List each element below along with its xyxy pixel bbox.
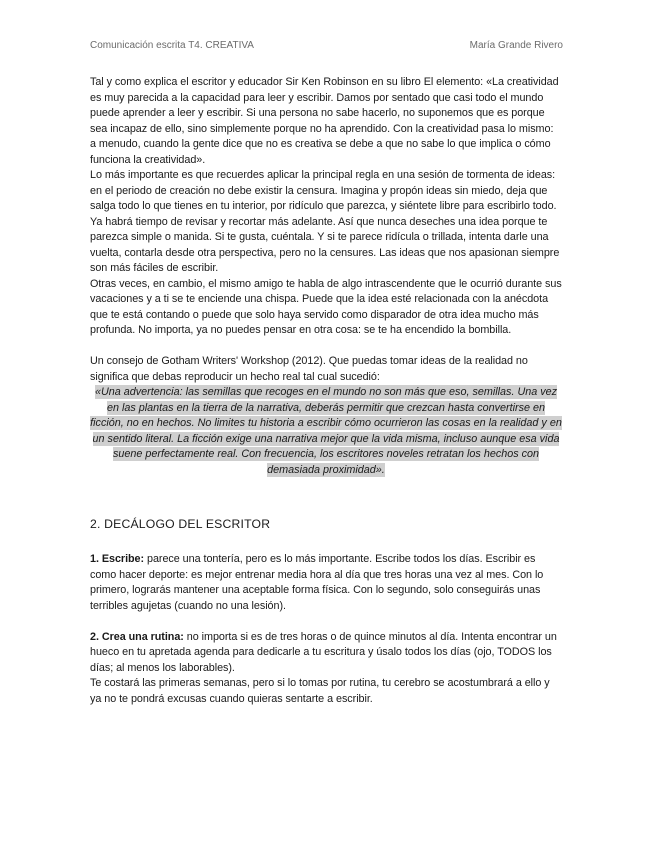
decalogo-item-1 <box>90 552 562 614</box>
paragraph-tormenta-ideas: Lo más importante es que recuerdes aplicar la principal regla en una sesión de tormenta de ideas: en el periodo de creación no debe existir la censura. Imagina y propón ideas sin miedo, deja que salga todo lo que tienes en tu interior, por ridículo que parezca, y siéntete libre para escribirlo todo. Ya habrá tiempo de revisar y recortar más adelante. Así que nunca deseches una idea porque te parezca simple o manida. Si te gusta, cuéntala. Y si te parece ridícula o trillada, intenta darle una vuelta, contarla desde otra perspectiva, pero no la censures. Las ideas que nos apasionan siempre son más fáciles de escribir. <box>90 169 560 274</box>
header-author: María Grande Rivero <box>469 40 563 51</box>
page-header <box>90 40 563 51</box>
quote-text: «Una advertencia: las semillas que recoges en el mundo no son más que eso, semillas. Una vez en las plantas en la tierra de la narrativa, deberás permitir que crezcan hasta convertirse en ficción, no en hechos. No limites tu historia a escribir cómo ocurrieron las cosas en la realidad y en un sentido literal. La ficción exige una narrativa mejor que la vida misma, incluso aunque esa vida suene perfectamente real. Con frecuencia, los escritores noveles retratan los hechos con demasiada proximidad». <box>90 386 562 476</box>
item-1-lead: 1. Escribe: <box>90 553 145 565</box>
decalogo-item-2 <box>90 630 562 677</box>
paragraph-otras-veces: Otras veces, en cambio, el mismo amigo te habla de algo intrascendente que le ocurrió durante sus vacaciones y a ti se te enciende una chispa. Puede que la idea esté relacionada con la anécdota que te está contando o puede que solo haya servido como disparador de otra idea mucho más profunda. No importa, ya no puedes pensar en otra cosa: se te ha encendido la bombilla. <box>90 277 562 336</box>
item-2-text: no importa si es de tres horas o de quince minutos al día. Intenta encontrar un hueco en tu apretada agenda para dedicarle a tu escritura y úsalo todos los días (ojo, TODOS los días; al menos los laborables). <box>90 630 557 674</box>
header-course-title: Comunicación escrita T4. CREATIVA <box>90 40 254 51</box>
section-title: 2. DECÁLOGO DEL ESCRITOR <box>90 517 271 531</box>
document-body <box>90 75 562 707</box>
decalogo-item-2-extra: Te costará las primeras semanas, pero si lo tomas por rutina, tu cerebro se acostumbrará a ello y ya no te pondrá excusas cuando quieras sentarte a escribir. <box>90 677 550 705</box>
item-2-lead: 2. Crea una rutina: <box>90 630 184 643</box>
item-1-text: parece una tontería, pero es lo más importante. Escribe todos los días. Escribir es como hacer deporte: es mejor entrenar media hora al día que tres horas una vez al mes. Con lo primero, lograrás mantener una aceptable forma física. Con lo segundo, solo conseguirás unas terribles agujetas (cuando no una lesión). <box>90 553 544 612</box>
highlighted-quote <box>90 385 562 478</box>
paragraph-gotham: Un consejo de Gotham Writers' Workshop (2012). Que puedas tomar ideas de la realidad no significa que debas reproducir un hecho real tal cual sucedió: <box>90 355 528 383</box>
paragraph-robinson: Tal y como explica el escritor y educador Sir Ken Robinson en su libro El elemento: «La creatividad es muy parecida a la capacidad para leer y escribir. Damos por sentado que casi todo el mundo puede aprender a leer y escribir. Si una persona no sabe hacerlo, no suponemos que es porque sea incapaz de ello, sino simplemente porque no ha aprendido. Con la creatividad pasa lo mismo: a menudo, cuando la gente dice que no es creativa se debe a que no sabe lo que implica o cómo funciona la creatividad». <box>90 76 559 166</box>
